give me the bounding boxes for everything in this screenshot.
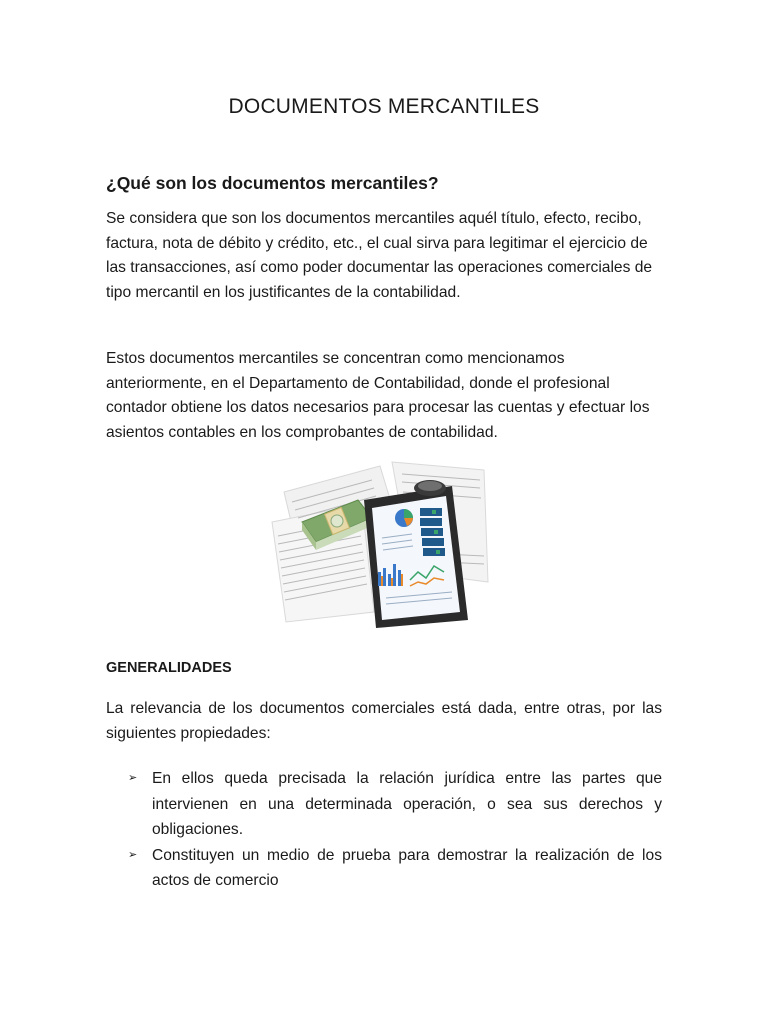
paragraph-relevance: La relevancia de los documentos comerciales está dada, entre otras, por las siguientes propiedades: <box>106 700 662 742</box>
financial-documents-icon <box>262 452 504 632</box>
document-title: DOCUMENTOS MERCANTILES <box>228 95 540 118</box>
list-item-text: En ellos queda precisada la relación jurídica entre las partes que intervienen en una determinada operación, o sea sus derechos y obligaciones. <box>152 770 662 838</box>
paragraph-accounting-department: Estos documentos mercantiles se concentran como mencionamos anteriormente, en el Departamento de Contabilidad, donde el profesional contador obtiene los datos necesarios para procesar las cuentas y efectuar los asientos contables en los comprobantes de contabilidad. <box>106 350 650 441</box>
properties-list <box>106 766 662 894</box>
list-item <box>106 766 662 843</box>
phone-icon <box>414 480 446 496</box>
arrowhead-bullet-icon: ➢ <box>128 772 138 784</box>
list-item-text: Constituyen un medio de prueba para demostrar la realización de los actos de comercio <box>152 846 662 889</box>
financial-documents-illustration <box>262 452 504 632</box>
tablet-icon <box>364 486 468 628</box>
generalidades-heading: GENERALIDADES <box>106 660 232 676</box>
arrowhead-bullet-icon: ➢ <box>128 848 138 861</box>
list-item <box>106 843 662 894</box>
paragraph-definition: Se considera que son los documentos mercantiles aquél título, efecto, recibo, factura, nota de débito y crédito, etc., el cual sirva para legitimar el ejercicio de las transacciones, así como poder documentar las operaciones comerciales de tipo mercantil en los justificantes de la contabilidad. <box>106 210 653 301</box>
question-heading: ¿Qué son los documentos mercantiles? <box>106 173 439 193</box>
